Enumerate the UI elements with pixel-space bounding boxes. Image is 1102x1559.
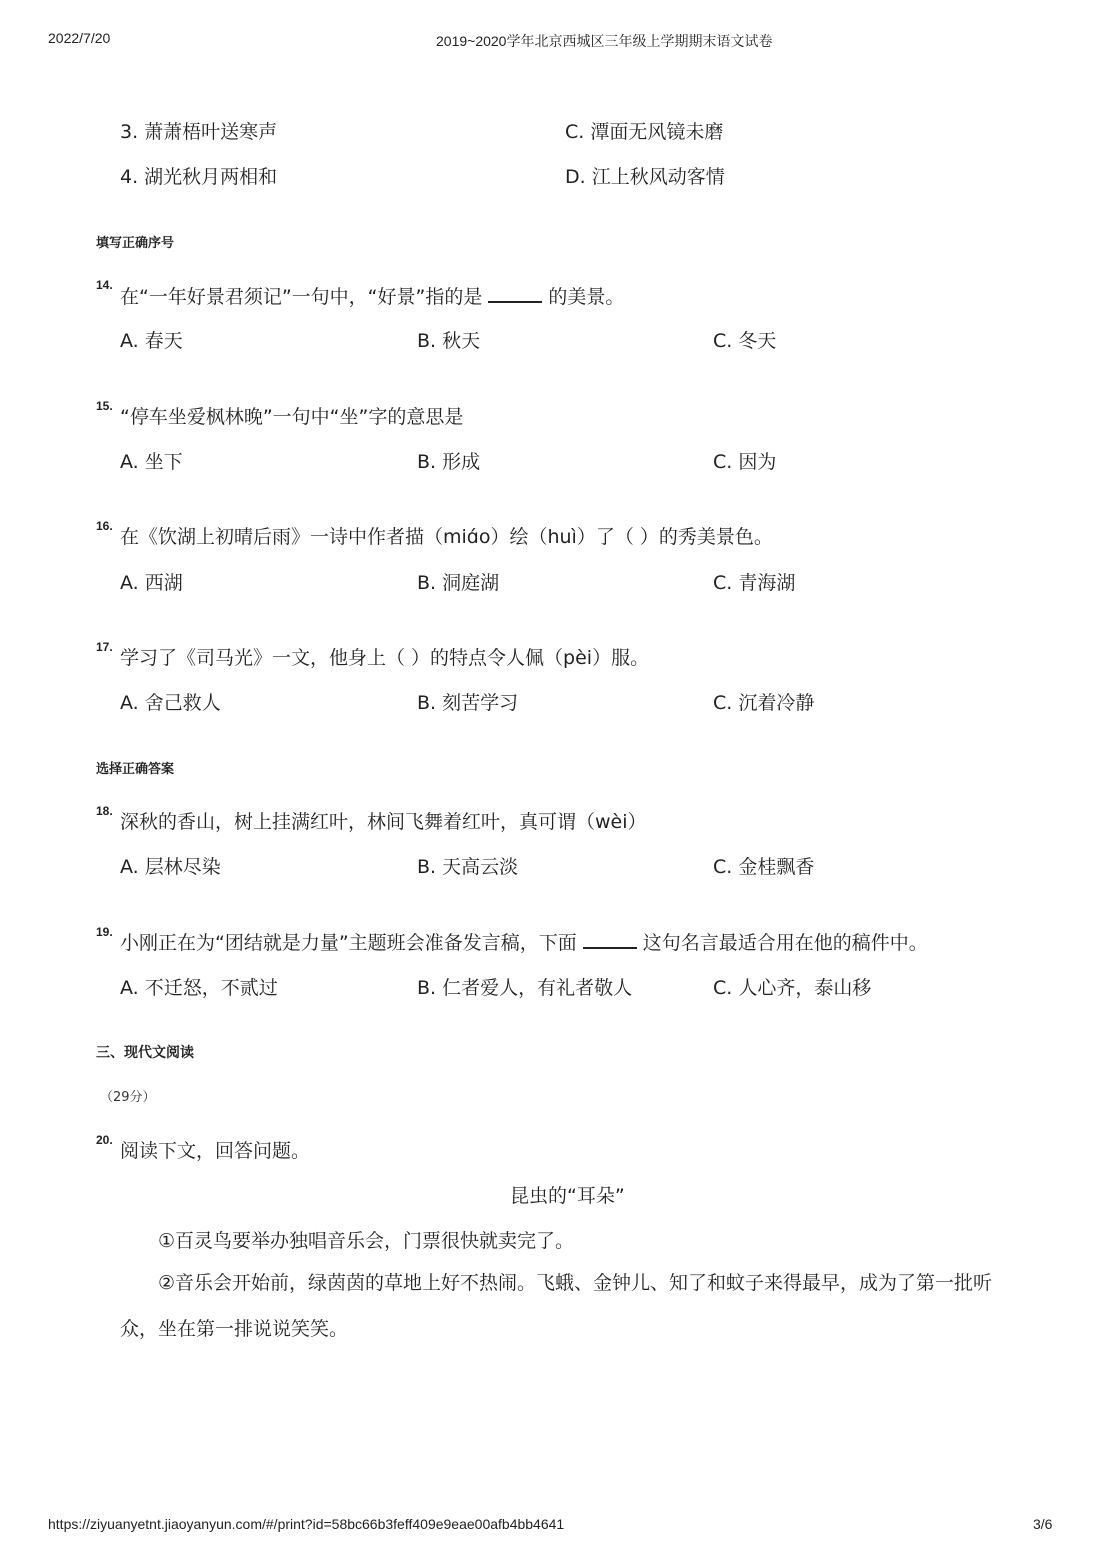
q16-option-b: B. 洞庭湖 bbox=[417, 572, 500, 594]
q15-option-b: B. 形成 bbox=[417, 451, 481, 473]
question-20-text: 阅读下文，回答问题。 bbox=[120, 1140, 311, 1162]
answer-blank bbox=[583, 929, 637, 949]
question-19-text-post: 这句名言最适合用在他的稿件中。 bbox=[642, 932, 928, 954]
question-number-17: 17. bbox=[96, 640, 113, 654]
prev-option-d: D. 江上秋风动客情 bbox=[565, 166, 725, 188]
q15-option-c: C. 因为 bbox=[713, 451, 777, 473]
prev-option-4: 4. 湖光秋月两相和 bbox=[120, 166, 278, 188]
q18-option-b: B. 天高云淡 bbox=[417, 856, 519, 878]
q14-option-a: A. 春天 bbox=[120, 330, 183, 352]
q18-option-a: A. 层林尽染 bbox=[120, 856, 221, 878]
q15-option-a: A. 坐下 bbox=[120, 451, 183, 473]
section-heading-choose: 选择正确答案 bbox=[96, 762, 175, 777]
question-19-text-pre: 小刚正在为“团结就是力量”主题班会准备发言稿，下面 bbox=[120, 932, 577, 954]
section-score: （29分） bbox=[100, 1090, 156, 1105]
print-date: 2022/7/20 bbox=[48, 30, 111, 46]
question-16-text: 在《饮湖上初晴后雨》一诗中作者描（miɑ́o）绘（huì）了（ ）的秀美景色。 bbox=[120, 526, 773, 548]
q17-option-a: A. 舍己救人 bbox=[120, 692, 221, 714]
q17-option-b: B. 刻苦学习 bbox=[417, 692, 519, 714]
question-14-text-post: 的美景。 bbox=[548, 286, 625, 308]
question-number-19: 19. bbox=[96, 925, 113, 939]
question-14-text bbox=[120, 282, 624, 309]
passage-paragraph-2: ②音乐会开始前，绿茵茵的草地上好不热闹。飞蛾、金钟儿、知了和蚊子来得最早，成为了第一批听众，坐在第一排说说笑笑。 bbox=[120, 1272, 993, 1340]
q19-option-b: B. 仁者爱人，有礼者敬人 bbox=[417, 977, 633, 999]
q14-option-b: B. 秋天 bbox=[417, 330, 481, 352]
question-number-14: 14. bbox=[96, 278, 113, 292]
passage-paragraph-1: ①百灵鸟要举办独唱音乐会，门票很快就卖完了。 bbox=[158, 1230, 575, 1252]
prev-option-c: C. 潭面无风镜未磨 bbox=[565, 121, 724, 143]
question-number-16: 16. bbox=[96, 519, 113, 533]
section-heading-fill: 填写正确序号 bbox=[96, 236, 175, 251]
q19-option-c: C. 人心齐，泰山移 bbox=[713, 977, 872, 999]
question-number-18: 18. bbox=[96, 804, 113, 818]
q16-option-a: A. 西湖 bbox=[120, 572, 183, 594]
passage-title: 昆虫的“耳朵” bbox=[510, 1185, 625, 1207]
question-14-text-pre: 在“一年好景君须记”一句中，“好景”指的是 bbox=[120, 286, 483, 308]
print-title: 2019~2020学年北京西城区三年级上学期期末语文试卷 bbox=[436, 33, 773, 49]
section-heading-reading: 三、现代文阅读 bbox=[96, 1045, 194, 1061]
question-17-text: 学习了《司马光》一文，他身上（ ）的特点令人佩（pèi）服。 bbox=[120, 647, 650, 669]
prev-option-3: 3. 萧萧梧叶送寒声 bbox=[120, 121, 278, 143]
print-url: https://ziyuanyetnt.jiaoyanyun.com/#/print?id=58bc66b3feff409e9eae00afb4bb4641 bbox=[48, 1516, 565, 1532]
question-number-15: 15. bbox=[96, 399, 113, 413]
question-number-20: 20. bbox=[96, 1133, 113, 1147]
q16-option-c: C. 青海湖 bbox=[713, 572, 796, 594]
q18-option-c: C. 金桂飘香 bbox=[713, 856, 815, 878]
answer-blank bbox=[488, 283, 542, 303]
question-18-text: 深秋的香山，树上挂满红叶，林间飞舞着红叶，真可谓（wèi） bbox=[120, 811, 647, 833]
question-19-text bbox=[120, 928, 928, 955]
q14-option-c: C. 冬天 bbox=[713, 330, 777, 352]
question-15-text: “停车坐爱枫林晚”一句中“坐”字的意思是 bbox=[120, 406, 464, 428]
q17-option-c: C. 沉着冷静 bbox=[713, 692, 815, 714]
q19-option-a: A. 不迁怒，不贰过 bbox=[120, 977, 278, 999]
page-number: 3/6 bbox=[1033, 1516, 1053, 1532]
